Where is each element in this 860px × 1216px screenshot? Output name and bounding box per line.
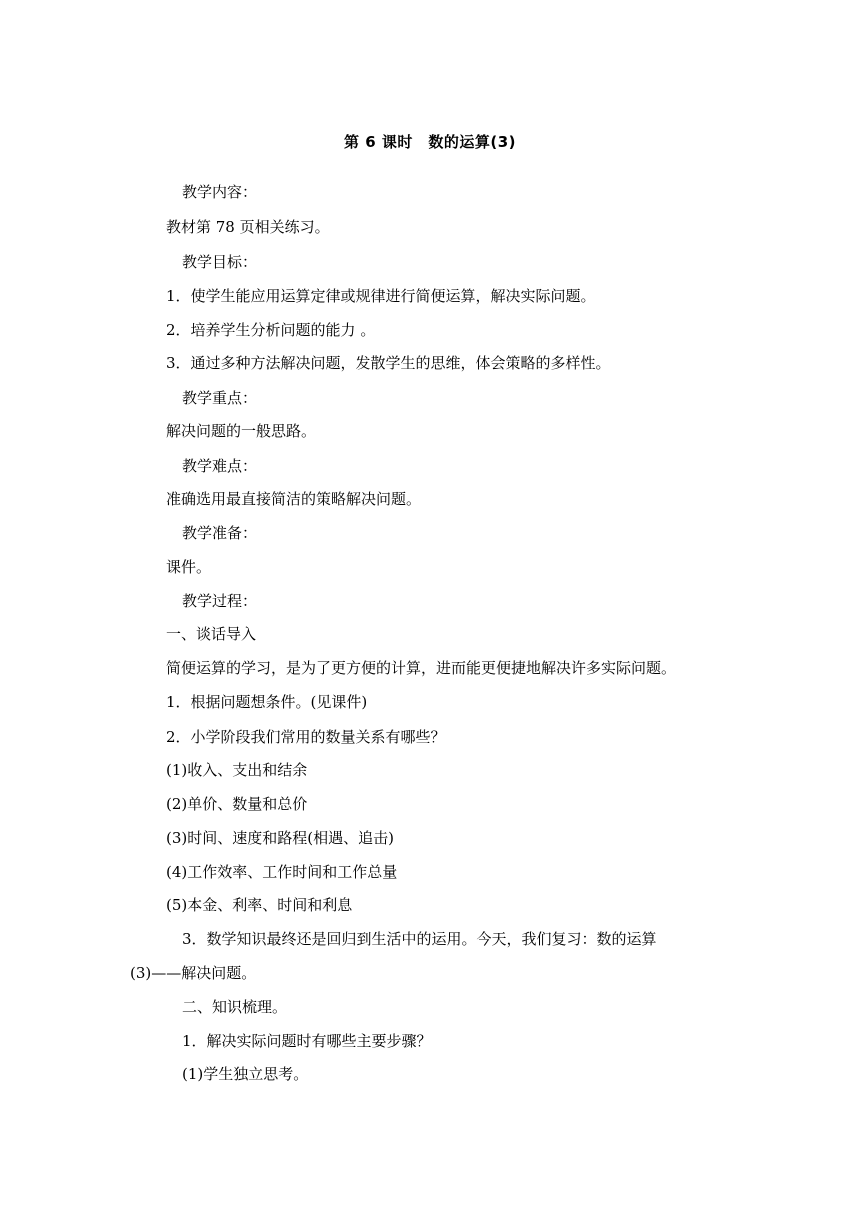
heading-difficulties: 教学难点：: [182, 457, 258, 475]
heading-process: 教学过程：: [182, 592, 258, 610]
relation-item-2: (2)单价、数量和总价: [166, 795, 308, 813]
relation-item-3: (3)时间、速度和路程(相遇、追击): [166, 829, 394, 847]
heading-key-points: 教学重点：: [182, 389, 258, 407]
goal-item-2: 2．培养学生分析问题的能力 。: [166, 321, 376, 339]
section-1-heading: 一、谈话导入: [166, 625, 257, 643]
section-2-heading: 二、知识梳理。: [182, 998, 288, 1016]
goal-item-3: 3．通过多种方法解决问题，发散学生的思维，体会策略的多样性。: [166, 354, 611, 372]
relation-item-4: (4)工作效率、工作时间和工作总量: [166, 863, 398, 881]
teaching-content-text: 教材第 78 页相关练习。: [166, 218, 330, 236]
heading-teaching-goals: 教学目标：: [182, 253, 258, 271]
intro-item-1: 1．根据问题想条件。(见课件): [166, 693, 368, 711]
intro-item-2: 2．小学阶段我们常用的数量关系有哪些？: [166, 728, 446, 746]
heading-preparation: 教学准备：: [182, 524, 258, 542]
review-item-1: 1．解决实际问题时有哪些主要步骤？: [182, 1032, 432, 1050]
relation-item-1: (1)收入、支出和结余: [166, 761, 308, 779]
difficulties-text: 准确选用最直接简洁的策略解决问题。: [166, 490, 422, 508]
preparation-text: 课件。: [166, 558, 212, 576]
intro-item-3-continued: (3)——解决问题。: [130, 964, 257, 982]
heading-teaching-content: 教学内容：: [182, 183, 258, 201]
lesson-title: 第 6 课时 数的运算(3): [343, 133, 517, 151]
intro-paragraph: 简便运算的学习，是为了更方便的计算，进而能更便捷地解决许多实际问题。: [166, 659, 677, 677]
key-points-text: 解决问题的一般思路。: [166, 422, 317, 440]
review-subitem-1: (1)学生独立思考。: [182, 1065, 309, 1083]
goal-item-1: 1．使学生能应用运算定律或规律进行简便运算，解决实际问题。: [166, 287, 596, 305]
relation-item-5: (5)本金、利率、时间和利息: [166, 896, 353, 914]
intro-item-3: 3．数学知识最终还是回归到生活中的运用。今天，我们复习：数的运算: [182, 930, 657, 948]
